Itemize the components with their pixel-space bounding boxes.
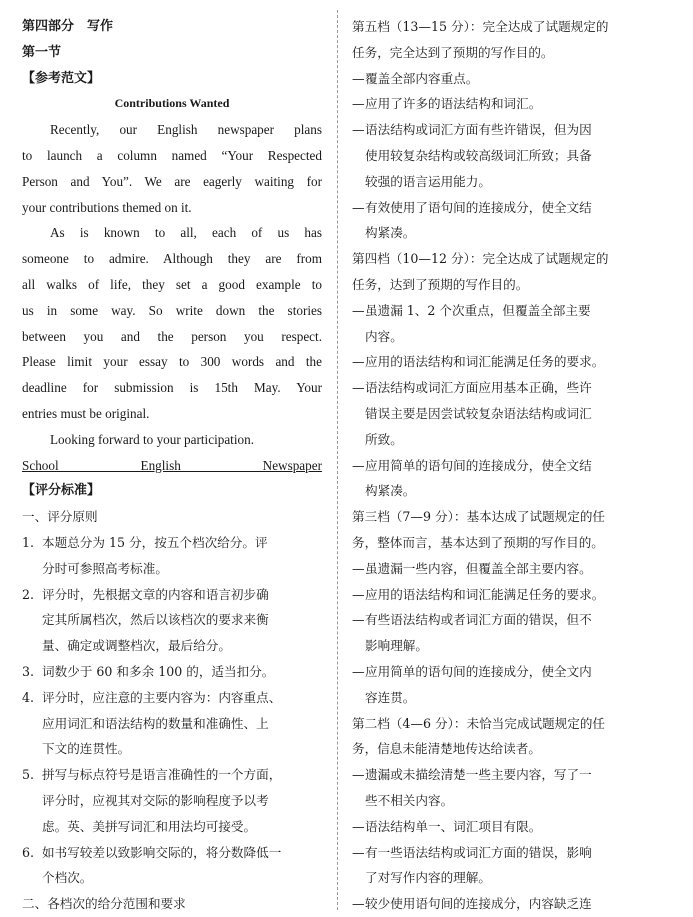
- criterion-item: [352, 891, 652, 917]
- dash-marker: —: [352, 896, 365, 912]
- dash-marker: —: [352, 302, 365, 318]
- criterion-line: 所致。: [365, 431, 403, 447]
- dash-marker: —: [352, 354, 365, 370]
- essay-signature: School English Newspaper: [22, 457, 322, 473]
- grade-band-line: 任务，达到了预期的写作目的。: [352, 276, 529, 292]
- criterion-line: 应用简单的语句间的连接成分，使全文结: [365, 457, 592, 473]
- criterion-line: 些不相关内容。: [365, 792, 454, 808]
- criterion-item: [352, 762, 652, 814]
- criterion-line: 错误主要是因尝试较复杂语法结构或词汇: [365, 405, 592, 421]
- essay-line: deadline for submission is 15th May. Your: [22, 380, 322, 396]
- criterion-line: 应用的语法结构和词汇能满足任务的要求。: [365, 586, 605, 602]
- essay-line: As is known to all, each of us has: [50, 225, 322, 241]
- criterion-line: 语法结构或词汇方面有些许错误，但为因: [365, 122, 592, 138]
- rule-item: 1. 本题总分为 15 分，按五个档次给分。评 分时可参照高考标准。: [22, 534, 268, 576]
- criterion-line: 影响理解。: [365, 638, 428, 654]
- section-heading: 第一节: [22, 44, 62, 60]
- dash-marker: —: [352, 560, 365, 576]
- rule-item: 6. 如书写较差以致影响交际的，将分数降低一 个档次。: [22, 844, 282, 886]
- criterion-line: 遗漏或未描绘清楚一些主要内容，写了一: [365, 767, 592, 783]
- criterion-line: 内容。: [365, 328, 403, 344]
- criterion-line: 较少使用语句间的连接成分，内容缺乏连: [365, 896, 592, 912]
- column-divider: [337, 10, 338, 910]
- essay-line: someone to admire. Although they are from: [22, 251, 322, 267]
- criterion-line: 应用的语法结构和词汇能满足任务的要求。: [365, 354, 605, 370]
- criterion-line: 较强的语言运用能力。: [365, 173, 491, 189]
- dash-marker: —: [352, 122, 365, 138]
- dash-marker: —: [352, 96, 365, 112]
- grade-band-line: 务，信息未能清楚地传达给读者。: [352, 741, 541, 757]
- grade-band-heading: [352, 14, 652, 66]
- essay-line: to launch a column named “Your Respected: [22, 147, 322, 163]
- criterion-item: [352, 349, 652, 375]
- dash-marker: —: [352, 586, 365, 602]
- essay-line: Recently, our English newspaper plans: [50, 122, 322, 138]
- rule-item: 3. 词数少于 60 和多余 100 的，适当扣分。: [22, 663, 275, 679]
- essay-line: your contributions themed on it.: [22, 199, 192, 215]
- dash-marker: —: [352, 844, 365, 860]
- essay-line: Person and You”. We are eagerly waiting for: [22, 173, 322, 189]
- dash-marker: —: [352, 818, 365, 834]
- dash-marker: —: [352, 70, 365, 86]
- dash-marker: —: [352, 199, 365, 215]
- grade-band-line: 任务，完全达到了预期的写作目的。: [352, 44, 554, 60]
- criterion-line: 容连贯。: [365, 689, 416, 705]
- dash-marker: —: [352, 612, 365, 628]
- essay-line: all walks of life, they set a good example to: [22, 276, 322, 292]
- criterion-item: [352, 298, 652, 350]
- criterion-item: [352, 66, 652, 92]
- grade-band-line: 第五档（13—15 分）：完全达成了试题规定的: [352, 19, 609, 34]
- criterion-line: 虽遗漏一些内容，但覆盖全部主要内容。: [365, 560, 592, 576]
- rule-item: 4. 评分时，应注意的主要内容为：内容重点、 应用词汇和语法结构的数量和准确性、上 下文的连贯性。: [22, 689, 282, 757]
- dash-marker: —: [352, 380, 365, 396]
- essay-line: Please limit your essay to 300 words and the: [22, 354, 322, 370]
- criterion-item: [352, 840, 652, 892]
- rule-item: 2. 评分时，先根据文章的内容和语言初步确 定其所属档次，然后以该档次的要求来衡 量、确定或调整档次，最后给分。: [22, 586, 269, 654]
- criterion-line: 构紧凑。: [365, 225, 416, 241]
- grade-band-line: 务，整体而言，基本达到了预期的写作目的。: [352, 534, 604, 550]
- criterion-item: [352, 91, 652, 117]
- essay-body: [22, 117, 322, 452]
- criterion-item: [352, 607, 652, 659]
- criterion-item: [352, 814, 652, 840]
- criterion-line: 构紧凑。: [365, 483, 416, 499]
- criterion-item: [352, 659, 652, 711]
- left-column: [22, 14, 322, 917]
- criterion-line: 覆盖全部内容重点。: [365, 70, 479, 86]
- dash-marker: —: [352, 663, 365, 679]
- criterion-line: 有些语法结构或者词汇方面的错误，但不: [365, 612, 592, 628]
- principles-heading: 一、评分原则: [22, 509, 98, 525]
- criterion-line: 有一些语法结构或词汇方面的错误，影响: [365, 844, 592, 860]
- grade-band-line: 第四档（10—12 分）：完全达成了试题规定的: [352, 251, 609, 267]
- criteria-label: 【评分标准】: [22, 483, 101, 499]
- grade-band-line: 第三档（7—9 分）：基本达成了试题规定的任: [352, 509, 606, 525]
- criterion-line: 虽遗漏 1、2 个次重点，但覆盖全部主要: [365, 302, 591, 318]
- criterion-line: 有效使用了语句间的连接成分，使全文结: [365, 199, 592, 215]
- criterion-line: 应用简单的语句间的连接成分，使全文内: [365, 663, 592, 679]
- rule-item: 5. 拼写与标点符号是语言准确性的一个方面， 评分时，应视其对交际的影响程度予以考 虑。英、美拼写词汇和用法均可接受。: [22, 767, 282, 834]
- essay-line: Looking forward to your participation.: [50, 431, 254, 447]
- criterion-item: [352, 117, 652, 194]
- grade-band-heading: [352, 504, 652, 556]
- criterion-item: [352, 556, 652, 582]
- ranges-heading: 二、各档次的给分范围和要求: [22, 896, 186, 912]
- dash-marker: —: [352, 457, 365, 473]
- criterion-item: [352, 195, 652, 247]
- part-heading: 第四部分 写作: [22, 19, 114, 34]
- essay-title: Contributions Wanted: [114, 96, 230, 111]
- grade-band-line: 第二档（4—6 分）：未恰当完成试题规定的任: [352, 715, 606, 731]
- criterion-line: 语法结构单一、词汇项目有限。: [365, 818, 542, 834]
- criterion-line: 应用了许多的语法结构和词汇。: [365, 96, 542, 112]
- criterion-item: [352, 453, 652, 505]
- criterion-line: 使用较复杂结构或较高级词汇所致；具备: [365, 147, 592, 163]
- right-column: [352, 14, 652, 917]
- criterion-item: [352, 375, 652, 452]
- essay-line: between you and the person you respect.: [22, 328, 322, 344]
- essay-line: us in some way. So write down the stories: [22, 302, 322, 318]
- sample-essay-label: 【参考范文】: [22, 70, 101, 86]
- grade-band-heading: [352, 711, 652, 763]
- criterion-line: 了对写作内容的理解。: [365, 870, 491, 886]
- grade-band-heading: [352, 246, 652, 298]
- dash-marker: —: [352, 767, 365, 783]
- criterion-line: 语法结构或词汇方面应用基本正确，些许: [365, 380, 592, 396]
- criterion-item: [352, 582, 652, 608]
- essay-line: entries must be original.: [22, 405, 150, 421]
